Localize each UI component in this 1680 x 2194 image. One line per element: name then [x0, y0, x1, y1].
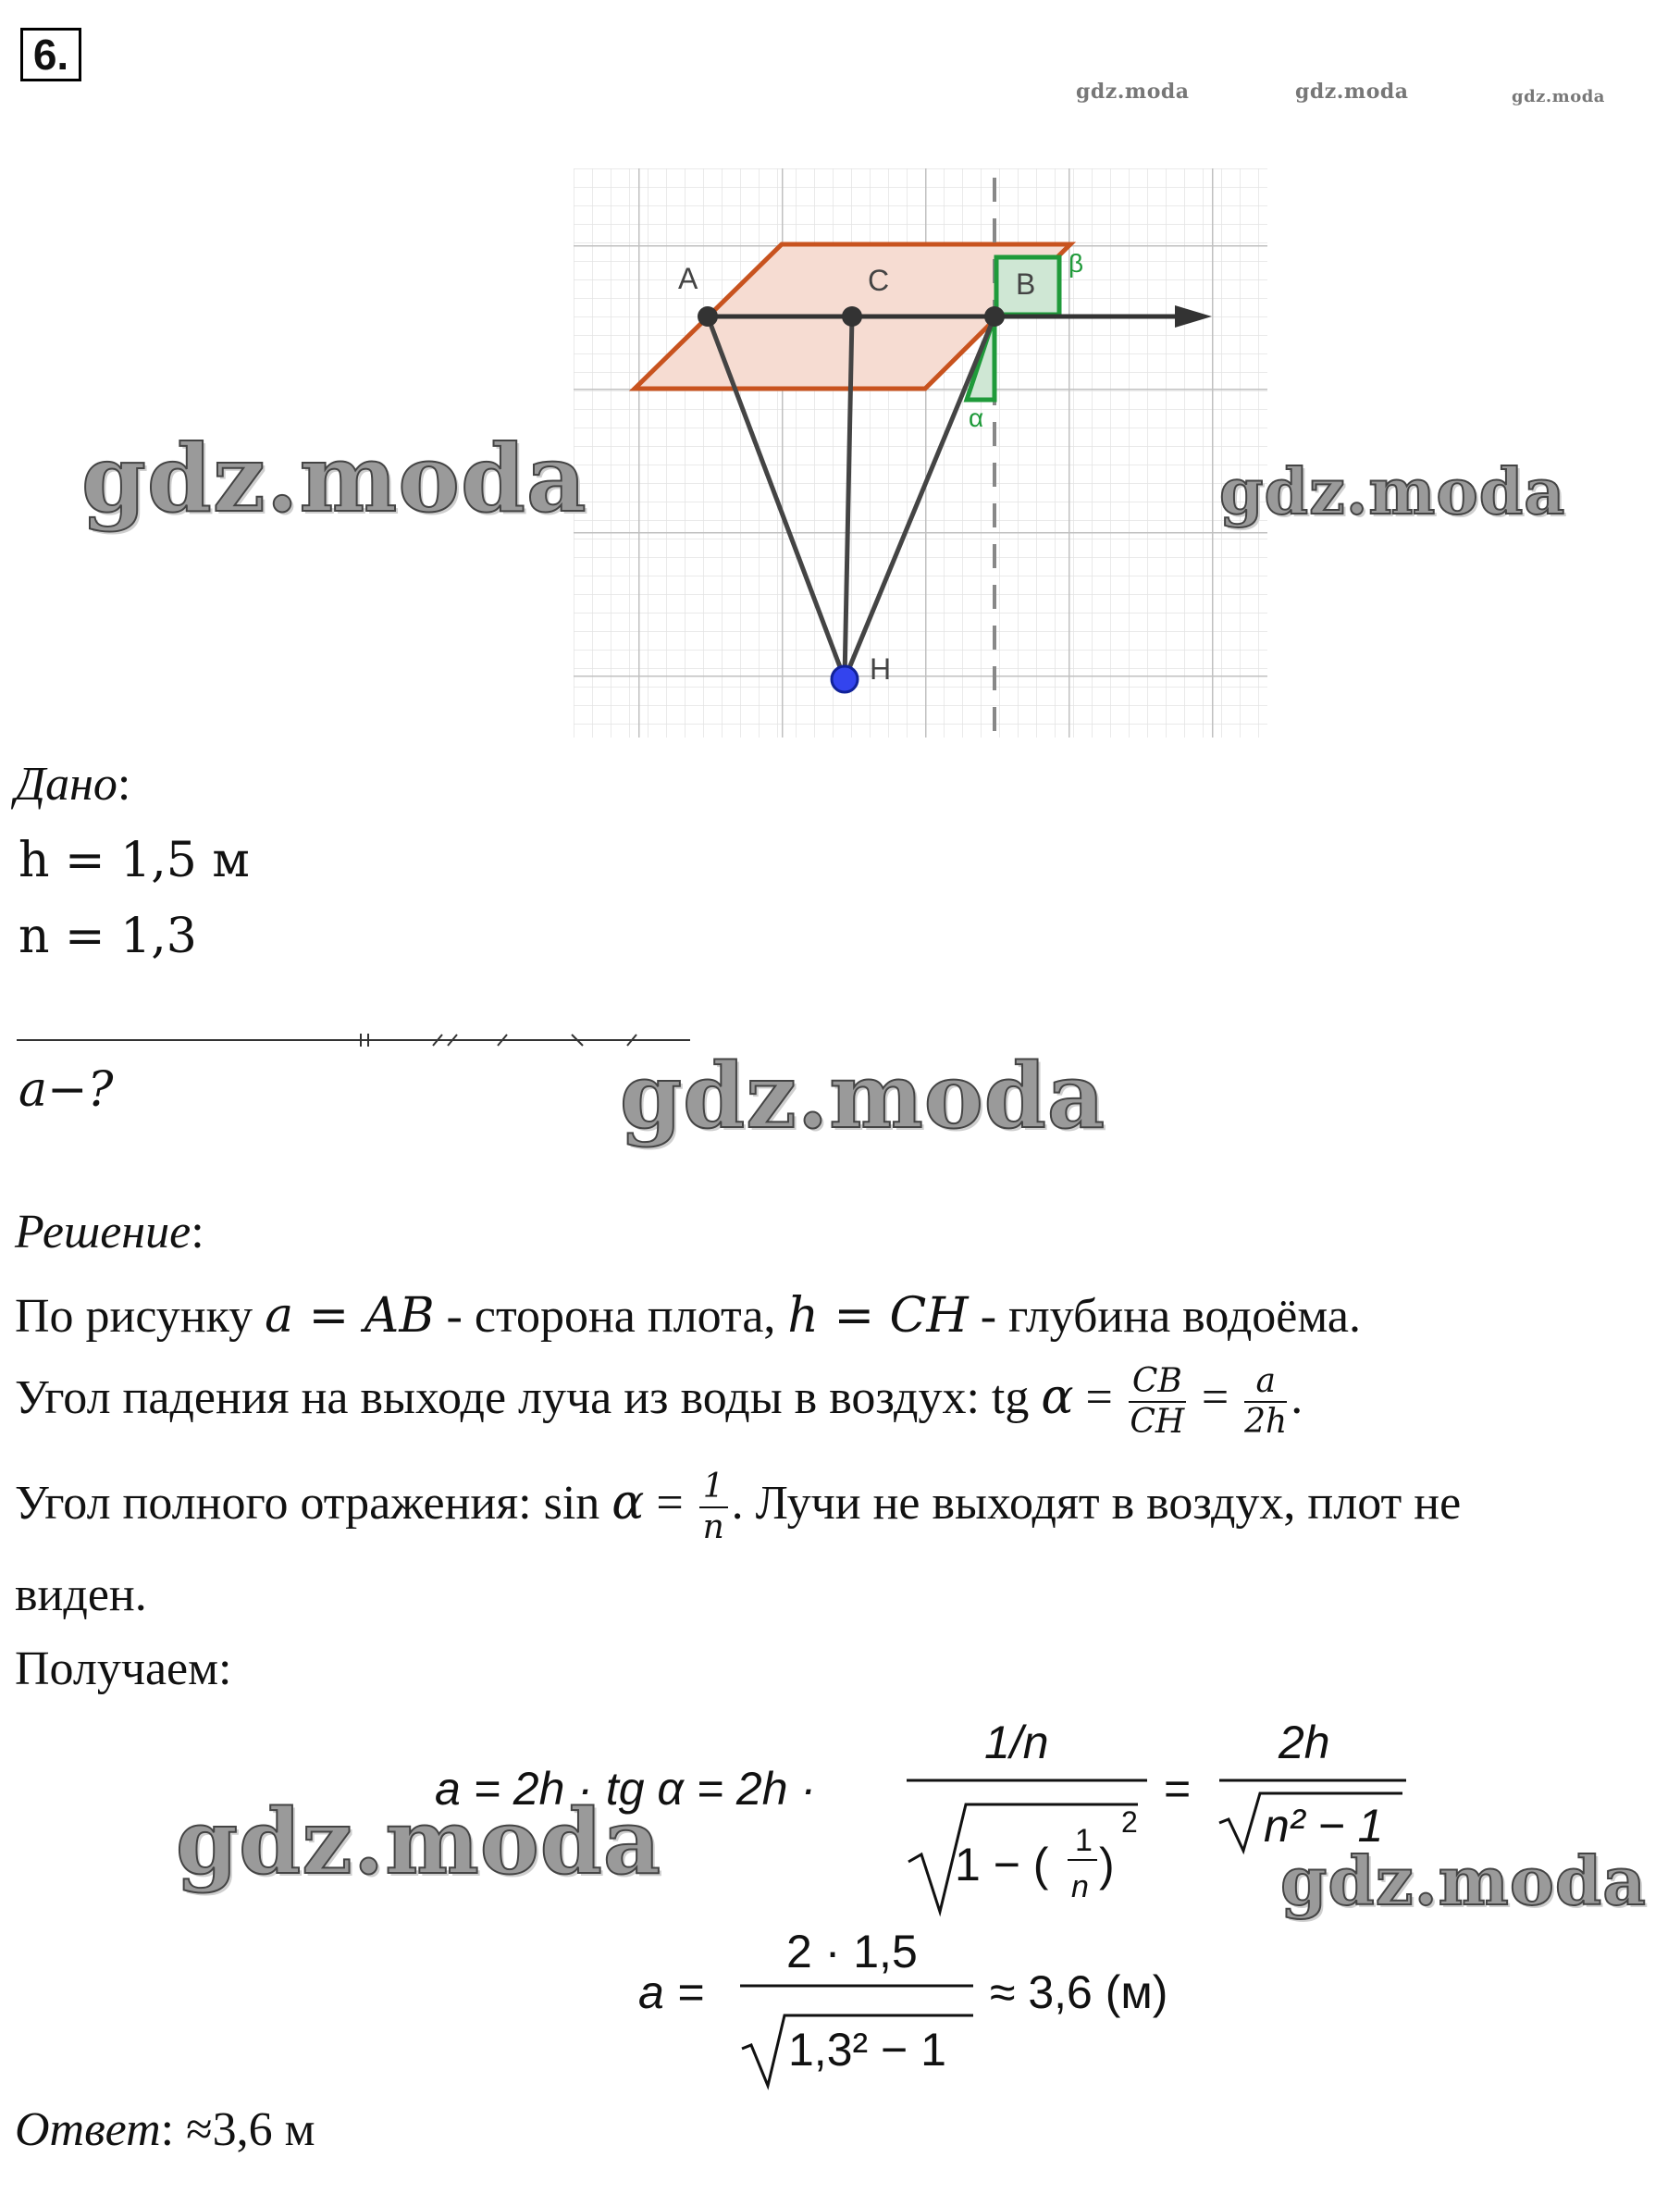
formula-general: [426, 1703, 1443, 1925]
solution-line-4: виден.: [15, 1568, 147, 1621]
label-C: C: [868, 264, 890, 297]
given-n: n = 1,3: [19, 909, 197, 964]
label-H: H: [870, 652, 892, 686]
label-A: A: [678, 262, 698, 295]
point-C: [842, 306, 862, 327]
formula1-frac1-num: 1/n: [984, 1717, 1049, 1768]
given-title: Дано:: [15, 758, 131, 811]
watermark-large: gdz.moda: [176, 1790, 662, 1894]
raft-geometry-figure: [574, 168, 1277, 742]
formula1-frac2-num: 2h: [1279, 1717, 1330, 1768]
solution-title: Решение:: [15, 1206, 204, 1258]
formula1-inner-den: n: [1071, 1869, 1089, 1904]
formula2-result: ≈ 3,6 (м): [990, 1966, 1168, 2018]
solution-line-3: Угол полного отражения: sin α = $\frac{1}{n}$ . Лучи не выходят в воздух, плот не: [15, 1468, 1462, 1546]
watermark-large: gdz.moda: [81, 424, 587, 533]
formula2-lhs: a =: [638, 1966, 704, 2018]
watermark-large: gdz.moda: [1280, 1841, 1647, 1920]
formula1-power: 2: [1121, 1805, 1138, 1839]
formula-numeric: [629, 1919, 1240, 2104]
solution-line-5: Получаем:: [15, 1642, 232, 1695]
label-beta: β: [1069, 249, 1084, 278]
formula1-inner-num: 1: [1075, 1823, 1093, 1858]
formula1-frac2-den: n² − 1: [1264, 1800, 1384, 1852]
formula2-num: 2 · 1,5: [786, 1926, 918, 1977]
point-H: [832, 666, 858, 692]
solution-line-1: По рисунку a = AB - сторона плота, h = CH - глубина водоёма.: [15, 1288, 1362, 1344]
given-h: h = 1,5 м: [19, 833, 250, 888]
watermark-small: gdz.moda: [1512, 87, 1605, 106]
problem-number: 6.: [20, 28, 81, 81]
label-alpha: α: [969, 403, 984, 432]
watermark-large: gdz.moda: [1219, 455, 1566, 529]
watermark-small: gdz.moda: [1076, 80, 1190, 104]
formula1-close-paren: ): [1099, 1839, 1115, 1890]
label-B: B: [1016, 267, 1036, 301]
formula1-under-root: 1 − (: [955, 1839, 1049, 1890]
watermark-small: gdz.moda: [1295, 80, 1409, 104]
point-A: [698, 306, 718, 327]
solution-line-2: Угол падения на выходе луча из воды в воздух: tg α = $\frac{CB}{CH}$ = $\frac{a}{2h}$ .: [15, 1362, 1303, 1441]
given-separator-line: [17, 1031, 692, 1049]
formula1-eq: =: [1164, 1763, 1192, 1815]
formula2-den: 1,3² − 1: [788, 2024, 946, 2076]
point-B: [984, 306, 1005, 327]
answer-line: Ответ: ≈3,6 м: [15, 2103, 315, 2156]
formula1-lhs: a = 2h · tg α = 2h ·: [435, 1763, 817, 1815]
watermark-large: gdz.moda: [620, 1044, 1106, 1148]
find-quantity: a−?: [19, 1062, 114, 1118]
